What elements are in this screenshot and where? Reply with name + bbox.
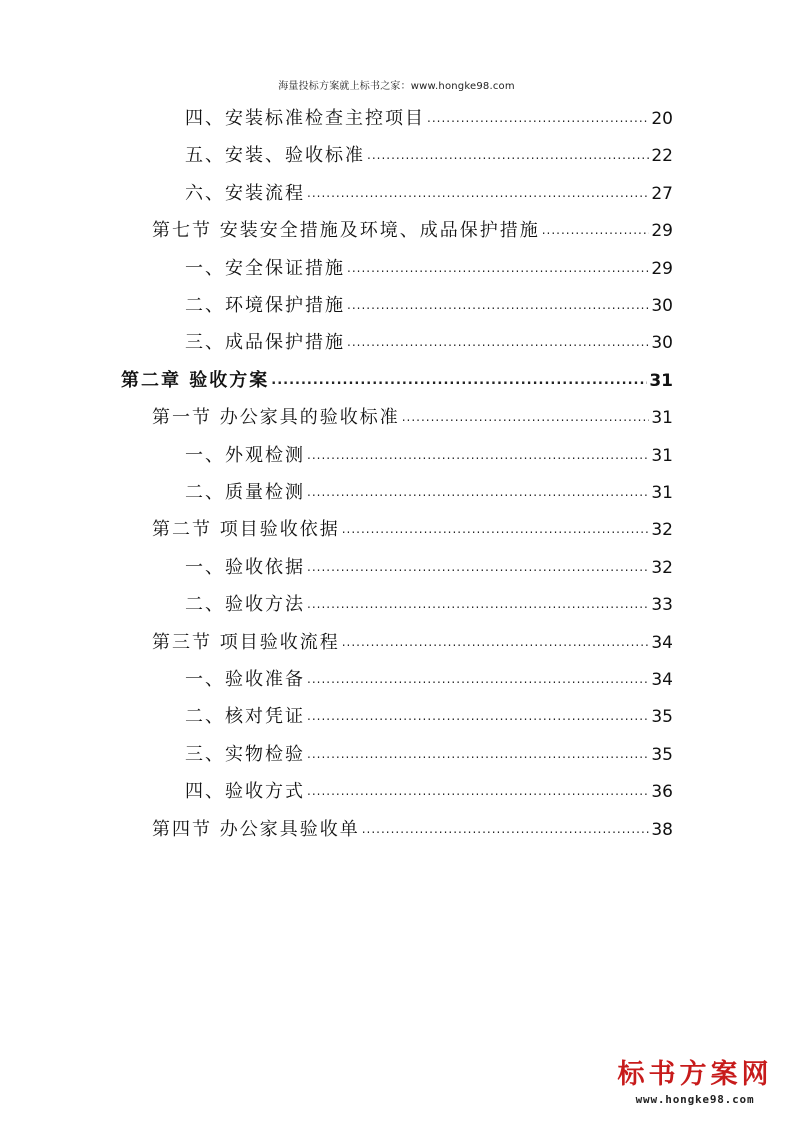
- toc-entry-title: 四、验收方式: [185, 781, 305, 803]
- toc-entry[interactable]: [185, 665, 673, 695]
- toc-dot-leader: [307, 552, 649, 582]
- toc-entry-title: 第三节 项目验收流程: [152, 631, 340, 653]
- toc-entry-title: 四、安装标准检查主控项目: [185, 108, 425, 129]
- toc-entry[interactable]: [185, 441, 673, 471]
- toc-dot-leader: [342, 627, 650, 657]
- toc-entry-page-number: 29: [651, 258, 673, 279]
- toc-entry-title: 第一节 办公家具的验收标准: [152, 407, 400, 429]
- toc-entry[interactable]: [152, 815, 673, 845]
- toc-entry-page-number: 34: [651, 632, 673, 653]
- toc-entry-page-number: 33: [651, 595, 673, 616]
- toc-entry[interactable]: [185, 104, 673, 134]
- toc-dot-leader: [307, 178, 649, 208]
- toc-dot-leader: [427, 103, 649, 133]
- watermark-title: 标书方案网: [617, 1059, 773, 1090]
- toc-dot-leader: [347, 327, 649, 357]
- toc-entry-page-number: 36: [651, 782, 673, 803]
- toc-entry-title: 一、验收依据: [185, 556, 305, 578]
- toc-dot-leader: [347, 253, 649, 283]
- toc-entry[interactable]: [185, 179, 673, 209]
- watermark-logo: [615, 1058, 775, 1108]
- toc-entry[interactable]: [185, 291, 673, 321]
- toc-entry-title: 第二章 验收方案: [121, 369, 270, 391]
- toc-dot-leader: [367, 140, 649, 170]
- toc-entry-page-number: 32: [651, 520, 673, 541]
- watermark-url: www.hongke98.com: [635, 1093, 755, 1106]
- toc-entry[interactable]: [185, 590, 673, 620]
- toc-entry-page-number: 30: [651, 333, 673, 354]
- toc-dot-leader: [342, 514, 650, 544]
- toc-entry[interactable]: [185, 553, 673, 583]
- toc-entry[interactable]: [152, 216, 673, 246]
- toc-entry-page-number: 31: [649, 370, 673, 391]
- toc-entry-page-number: 35: [651, 707, 673, 728]
- toc-entry-title: 二、环境保护措施: [185, 295, 345, 316]
- toc-entry-page-number: 31: [651, 445, 673, 466]
- toc-entry[interactable]: [185, 478, 673, 508]
- toc-entry-page-number: 20: [651, 109, 673, 129]
- toc-entry-title: 一、安全保证措施: [185, 257, 345, 279]
- toc-entry-title: 二、核对凭证: [185, 706, 305, 728]
- toc-dot-leader: [402, 402, 650, 432]
- toc-entry-page-number: 32: [651, 557, 673, 578]
- toc-entry-title: 第四节 办公家具验收单: [152, 818, 360, 840]
- toc-entry-page-number: 22: [651, 146, 673, 167]
- toc-entry-title: 一、验收准备: [185, 669, 305, 690]
- toc-entry-title: 三、实物检验: [185, 743, 305, 765]
- toc-entry-title: 二、验收方法: [185, 594, 305, 616]
- toc-entry[interactable]: [185, 328, 673, 358]
- toc-entry-page-number: 34: [651, 670, 673, 690]
- toc-dot-leader: [307, 589, 649, 619]
- toc-entry[interactable]: [121, 366, 673, 396]
- toc-dot-leader: [307, 701, 649, 731]
- toc-dot-leader: [307, 776, 649, 806]
- toc-entry-page-number: 31: [651, 408, 673, 429]
- toc-entry-title: 三、成品保护措施: [185, 332, 345, 354]
- toc-entry[interactable]: [185, 702, 673, 732]
- toc-entry-title: 第七节 安装安全措施及环境、成品保护措施: [152, 220, 540, 242]
- toc-entry[interactable]: [185, 141, 673, 171]
- toc-dot-leader: [347, 290, 649, 320]
- toc-entry[interactable]: [152, 403, 673, 433]
- toc-entry-page-number: 38: [651, 819, 673, 840]
- toc-entry[interactable]: [152, 515, 673, 545]
- toc-dot-leader: [271, 366, 647, 396]
- toc-dot-leader: [307, 477, 649, 507]
- toc-entry-page-number: 35: [651, 744, 673, 765]
- toc-entry-title: 一、外观检测: [185, 444, 305, 466]
- toc-entry[interactable]: [152, 628, 673, 658]
- toc-entry-page-number: 27: [651, 183, 673, 204]
- page-header: 海量投标方案就上标书之家：www.hongke98.com: [278, 81, 515, 92]
- toc-entry[interactable]: [185, 254, 673, 284]
- toc-entry-title: 六、安装流程: [185, 182, 305, 204]
- toc-entry-page-number: 31: [651, 483, 673, 503]
- toc-entry-title: 五、安装、验收标准: [185, 145, 365, 167]
- toc-dot-leader: [307, 739, 649, 769]
- toc-dot-leader: [362, 814, 650, 844]
- toc-entry-page-number: 29: [651, 221, 673, 242]
- toc-dot-leader: [307, 440, 649, 470]
- toc-entry[interactable]: [185, 740, 673, 770]
- toc-entry-title: 第二节 项目验收依据: [152, 519, 340, 541]
- toc-entry[interactable]: [185, 777, 673, 807]
- toc-dot-leader: [307, 664, 649, 694]
- toc-entry-page-number: 30: [651, 296, 673, 316]
- toc-dot-leader: [542, 215, 650, 245]
- toc-entry-title: 二、质量检测: [185, 482, 305, 503]
